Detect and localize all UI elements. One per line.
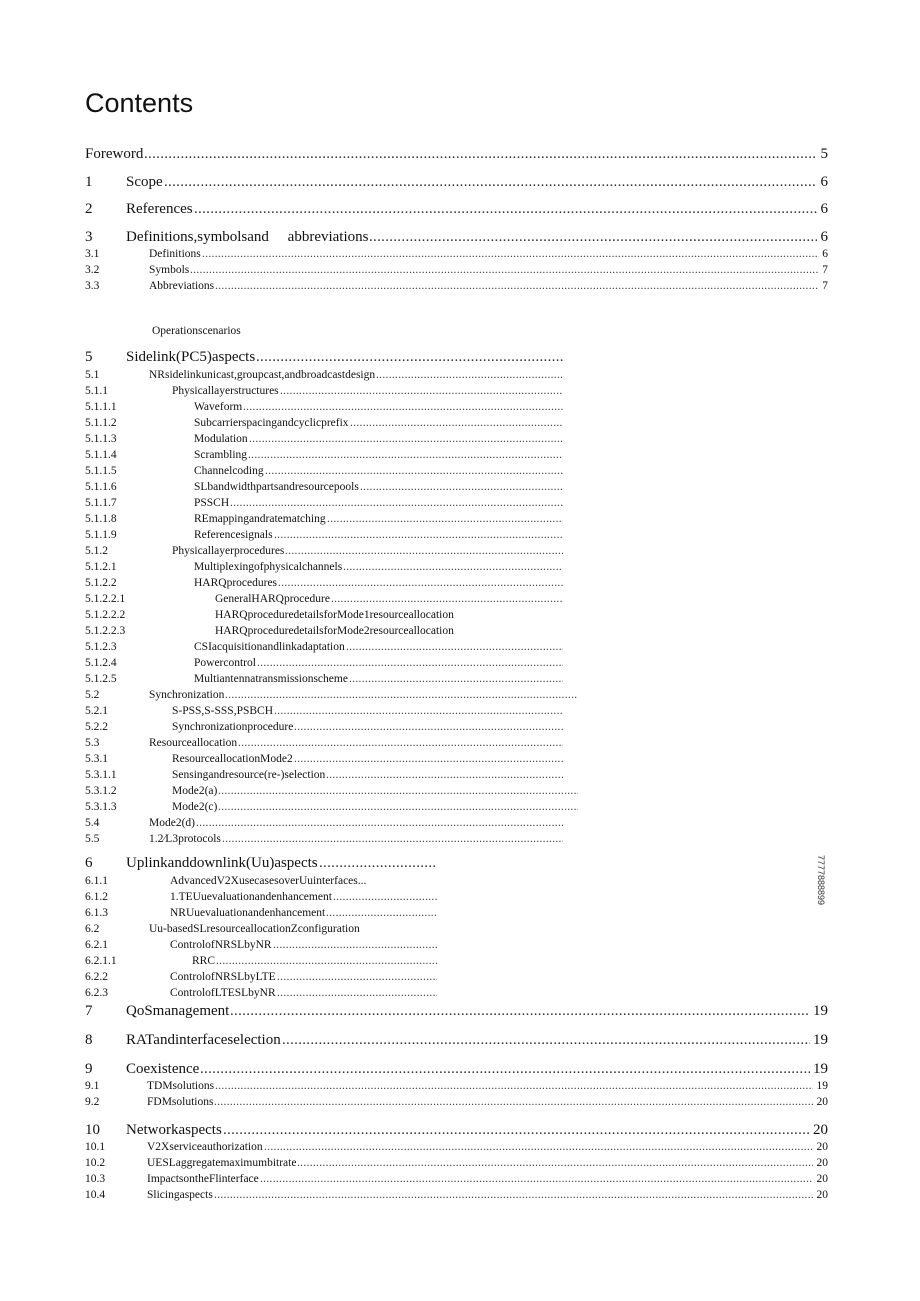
toc-entry-number: 5.1.2.1: [85, 561, 117, 573]
toc-entry-title[interactable]: Sidelink(PC5)aspects: [126, 349, 256, 365]
toc-entry-title[interactable]: ControlofNRSLbyLTE: [170, 971, 276, 983]
toc-entry-number: 5.3: [85, 737, 100, 749]
dot-leader: [294, 721, 563, 733]
toc-entry-title[interactable]: FDMsolutions: [147, 1096, 214, 1108]
toc-entry-number: 2: [85, 201, 93, 217]
toc-entry-title[interactable]: Powercontrol: [194, 657, 256, 669]
toc-entry-title[interactable]: Waveform: [194, 401, 243, 413]
dot-leader: [349, 673, 563, 685]
toc-entry-title[interactable]: Multiplexingofphysicalchannels: [194, 561, 343, 573]
toc-entry-number: 9.2: [85, 1096, 100, 1108]
toc-entry-title[interactable]: V2Xserviceauthorization: [147, 1141, 263, 1153]
dot-leader: [238, 737, 563, 749]
toc-entry[interactable]: [0, 657, 920, 673]
dot-leader: [277, 987, 437, 999]
dot-leader: [297, 1157, 813, 1169]
toc-entry[interactable]: [0, 1122, 920, 1142]
toc-entry[interactable]: [0, 1096, 920, 1112]
toc-entry-number: 6.1.2: [85, 891, 108, 903]
dot-leader: [280, 385, 563, 397]
toc-entry-number: 5: [85, 349, 93, 365]
toc-entry-number: 5.3.1.3: [85, 801, 117, 813]
toc-entry-title[interactable]: References: [126, 201, 193, 217]
toc-entry-title[interactable]: RATandinterfaceselection: [126, 1032, 281, 1048]
toc-entry-title[interactable]: REmappingandratematching: [194, 513, 326, 525]
toc-entry[interactable]: [0, 433, 920, 449]
toc-entry[interactable]: [0, 481, 920, 497]
dot-leader: [278, 577, 563, 589]
dot-leader: [369, 229, 817, 246]
dot-leader: [190, 264, 819, 276]
toc-entry-title[interactable]: Resourceallocation: [149, 737, 238, 749]
toc-entry-title[interactable]: Scope: [126, 174, 163, 190]
dot-leader: [248, 449, 563, 461]
dot-leader: [218, 801, 578, 813]
toc-entry-page: 20: [816, 1157, 828, 1169]
toc-entry-title[interactable]: Physicallayerprocedures: [172, 545, 285, 557]
dot-leader: [274, 529, 563, 541]
toc-entry-title[interactable]: TDMsolutions: [147, 1080, 215, 1092]
toc-entry-title[interactable]: Operationscenarios: [152, 325, 241, 337]
toc-entry-title[interactable]: Physicallayerstructures: [172, 385, 279, 397]
toc-entry[interactable]: [0, 987, 920, 1003]
toc-entry-number: 1: [85, 174, 93, 190]
dot-leader: [257, 657, 563, 669]
toc-entry[interactable]: [0, 955, 920, 971]
toc-entry-title[interactable]: Synchronizationprocedure: [172, 721, 294, 733]
toc-entry-title[interactable]: NRUuevaluationandenhancement: [170, 907, 326, 919]
toc-entry-number: 6.2.2: [85, 971, 108, 983]
dot-leader: [215, 280, 819, 292]
toc-entry[interactable]: [0, 349, 920, 369]
dot-leader: [264, 1141, 813, 1153]
toc-entry-number: 10.2: [85, 1157, 106, 1169]
dot-leader: [144, 146, 817, 163]
toc-entry-title[interactable]: PSSCH: [194, 497, 230, 509]
toc-entry[interactable]: [0, 907, 920, 923]
toc-entry-page: 20: [816, 1096, 828, 1108]
toc-entry-number: 7: [85, 1003, 93, 1019]
dot-leader: [256, 349, 563, 366]
toc-entry[interactable]: [0, 529, 920, 545]
toc-entry-page: 5: [820, 146, 828, 162]
toc-entry-title[interactable]: QoSmanagement: [126, 1003, 230, 1019]
toc-entry-title[interactable]: Symbols: [149, 264, 190, 276]
toc-entry-title[interactable]: Uplinkanddownlink(Uu)aspects: [126, 855, 318, 871]
dot-leader: [331, 593, 563, 605]
toc-entry[interactable]: [0, 891, 920, 907]
toc-entry-number: 5.1.1: [85, 385, 108, 397]
toc-entry-number: 5.1.1.8: [85, 513, 117, 525]
dot-leader: [326, 907, 437, 919]
toc-entry[interactable]: [0, 280, 920, 296]
toc-entry-page: 6: [820, 201, 828, 217]
toc-entry[interactable]: [0, 1157, 920, 1173]
toc-entry[interactable]: [0, 689, 920, 705]
toc-entry[interactable]: [0, 785, 920, 801]
toc-entry-page: 6: [820, 229, 828, 245]
toc-entry[interactable]: [0, 513, 920, 529]
toc-entry-number: 3.3: [85, 280, 100, 292]
toc-entry[interactable]: [0, 1189, 920, 1205]
toc-entry-title[interactable]: HARQproceduredetailsforMode1resourceallocation: [215, 609, 454, 621]
toc-entry-page: 19: [813, 1061, 828, 1077]
toc-entry-page: 20: [816, 1173, 828, 1185]
toc-entry-number: 5.1.2.2.1: [85, 593, 126, 605]
toc-entry-title[interactable]: NRsidelinkunicast,groupcast,andbroadcastdesign: [149, 369, 376, 381]
toc-entry-number: 5.1.1.9: [85, 529, 117, 541]
toc-entry-title[interactable]: Modulation: [194, 433, 248, 445]
dot-leader: [196, 817, 563, 829]
toc-entry[interactable]: [0, 971, 920, 987]
dot-leader: [222, 833, 563, 845]
toc-entry-number: 6.1.1: [85, 875, 108, 887]
toc-entry-number: 5.3.1.2: [85, 785, 117, 797]
toc-entry-number: 5.1.2.2.3: [85, 625, 126, 637]
toc-entry[interactable]: [0, 385, 920, 401]
toc-entry-title[interactable]: HARQproceduredetailsforMode2resourceallocation: [215, 625, 454, 637]
dot-leader: [249, 433, 563, 445]
toc-entry-number: 5.1.2.2.2: [85, 609, 126, 621]
toc-entry[interactable]: [0, 497, 920, 513]
toc-entry-number: 5.1.2.5: [85, 673, 117, 685]
toc-entry-title[interactable]: Scrambling: [194, 449, 248, 461]
toc-entry[interactable]: [0, 577, 920, 593]
dot-leader: [343, 561, 563, 573]
toc-entry-title[interactable]: RRC: [192, 955, 216, 967]
toc-entry[interactable]: [0, 609, 920, 625]
toc-entry-number: 10.3: [85, 1173, 106, 1185]
toc-entry[interactable]: [0, 174, 920, 194]
dot-leader: [214, 1096, 813, 1108]
dot-leader: [326, 769, 563, 781]
dot-leader: [282, 1032, 810, 1049]
toc-entry[interactable]: [0, 229, 920, 249]
dot-leader: [230, 1003, 810, 1020]
toc-entry[interactable]: [0, 593, 920, 609]
dot-leader: [194, 201, 817, 218]
toc-entry[interactable]: [0, 833, 920, 849]
toc-entry[interactable]: [0, 939, 920, 955]
dot-leader: [277, 971, 437, 983]
toc-entry[interactable]: [0, 1003, 920, 1023]
toc-entry-title[interactable]: Referencesignals: [194, 529, 273, 541]
toc-entry[interactable]: [0, 1061, 920, 1081]
toc-entry-number: 5.3.1.1: [85, 769, 117, 781]
toc-entry-number: 9: [85, 1061, 93, 1077]
toc-entry[interactable]: [0, 737, 920, 753]
toc-entry-title[interactable]: Mode2(d): [149, 817, 195, 829]
toc-entry[interactable]: [0, 721, 920, 737]
toc-entry-number: 5.1.2.3: [85, 641, 117, 653]
dot-leader: [376, 369, 563, 381]
toc-entry[interactable]: [0, 248, 920, 264]
toc-entry-number: 5.5: [85, 833, 100, 845]
toc-entry-number: 10: [85, 1122, 100, 1138]
toc-entry-title[interactable]: Uu-basedSLresourceallocationZconfiguration: [149, 923, 360, 935]
toc-entry-title[interactable]: Channelcoding: [194, 465, 264, 477]
toc-entry[interactable]: [0, 705, 920, 721]
toc-entry-number: 5.2.1: [85, 705, 108, 717]
toc-entry-page: 20: [816, 1141, 828, 1153]
dot-leader: [274, 705, 563, 717]
toc-entry-title[interactable]: SLbandwidthpartsandresourcepools: [194, 481, 359, 493]
toc-entry-number: 5.1.1.3: [85, 433, 117, 445]
toc-entry-page: 20: [813, 1122, 828, 1138]
toc-entry-number: 5.2.2: [85, 721, 108, 733]
toc-entry-title[interactable]: UESLaggregatemaximumbitrate: [147, 1157, 297, 1169]
dot-leader: [243, 401, 563, 413]
toc-entry-number: 5.3.1: [85, 753, 108, 765]
dot-leader: [225, 689, 578, 701]
dot-leader: [285, 545, 563, 557]
toc-entry[interactable]: [0, 875, 920, 891]
toc-entry-number: 3.2: [85, 264, 100, 276]
toc-entry[interactable]: [0, 1141, 920, 1157]
toc-entry-number: 6.2.3: [85, 987, 108, 999]
toc-entry-title[interactable]: Mode2(c): [172, 801, 218, 813]
toc-entry-number: 6.2.1.1: [85, 955, 117, 967]
toc-entry-number: 8: [85, 1032, 93, 1048]
toc-entry-page: 7: [822, 264, 828, 276]
dot-leader: [265, 465, 563, 477]
toc-entry[interactable]: [0, 545, 920, 561]
toc-entry-page: 19: [813, 1032, 828, 1048]
dot-leader: [346, 641, 563, 653]
toc-entry-title[interactable]: CSIacquisitionandlinkadaptation: [194, 641, 345, 653]
toc-entry-page: 19: [816, 1080, 828, 1092]
toc-entry[interactable]: [0, 264, 920, 280]
toc-entry-number: 5.1.1.7: [85, 497, 117, 509]
toc-entry-title[interactable]: ImpactsontheFlinterface: [147, 1173, 259, 1185]
toc-entry-title[interactable]: ResourceallocationMode2: [172, 753, 293, 765]
toc-entry-title[interactable]: Multiantennatransmissionscheme: [194, 673, 348, 685]
dot-leader: [216, 955, 437, 967]
dot-leader: [360, 481, 563, 493]
rotated-page-numbers: 7777888899: [816, 855, 826, 906]
toc-entry-title[interactable]: Sensingandresource(re-)selection: [172, 769, 326, 781]
toc-entry-title[interactable]: S-PSS,S-SSS,PSBCH: [172, 705, 274, 717]
toc-entry-page: 6: [820, 174, 828, 190]
dot-leader: [223, 1122, 810, 1139]
toc-entry[interactable]: [0, 449, 920, 465]
toc-entry-title[interactable]: Networkaspects: [126, 1122, 222, 1138]
toc-entry-number: 5.1.1.2: [85, 417, 117, 429]
dot-leader: [350, 417, 563, 429]
toc-entry[interactable]: [0, 465, 920, 481]
dot-leader: [230, 497, 563, 509]
toc-entry[interactable]: [0, 817, 920, 833]
dot-leader: [260, 1173, 813, 1185]
toc-entry-title[interactable]: Abbreviations: [149, 280, 215, 292]
toc-entry-number: 5.1.2.2: [85, 577, 117, 589]
toc-entry-number: 10.1: [85, 1141, 106, 1153]
toc-entry-number: 5.1.2: [85, 545, 108, 557]
dot-leader: [164, 174, 817, 191]
toc-entry-title[interactable]: GeneralHARQprocedure: [215, 593, 330, 605]
toc-entry-title[interactable]: Mode2(a): [172, 785, 218, 797]
toc-entry-title[interactable]: Coexistence: [126, 1061, 200, 1077]
toc-entry-number: 10.4: [85, 1189, 106, 1201]
toc-entry-title[interactable]: Subcarrierspacingandcyclicprefix: [194, 417, 349, 429]
toc-entry-title[interactable]: Definitions: [149, 248, 201, 260]
dot-leader: [273, 939, 437, 951]
toc-entry[interactable]: [0, 769, 920, 785]
page-title: Contents: [85, 88, 194, 118]
toc-entry-number: 5.1.1.6: [85, 481, 117, 493]
toc-entry-number: 5.2: [85, 689, 100, 701]
toc-entry[interactable]: [0, 1032, 920, 1052]
toc-entry-number: 5.1.1.1: [85, 401, 117, 413]
toc-entry-number: 9.1: [85, 1080, 100, 1092]
toc-entry-number: 3: [85, 229, 93, 245]
toc-entry-title[interactable]: Foreword: [85, 146, 144, 162]
dot-leader: [218, 785, 578, 797]
toc-entry-page: 6: [822, 248, 828, 260]
toc-entry-title[interactable]: Slicingaspects: [147, 1189, 213, 1201]
toc-entry-title[interactable]: HARQprocedures: [194, 577, 278, 589]
toc-entry-page: 20: [816, 1189, 828, 1201]
toc-entry-number: 6.2.1: [85, 939, 108, 951]
toc-entry[interactable]: [0, 325, 920, 341]
toc-entry-title[interactable]: AdvancedV2XusecasesoverUuinterfaces...: [170, 875, 367, 887]
toc-entry[interactable]: [0, 417, 920, 433]
toc-entry-number: 5.1.1.5: [85, 465, 117, 477]
toc-entry-number: 5.1: [85, 369, 100, 381]
toc-entry-title[interactable]: 1.2⁄L3protocols: [149, 833, 221, 845]
toc-entry[interactable]: [0, 401, 920, 417]
toc-entry[interactable]: [0, 641, 920, 657]
dot-leader: [294, 753, 563, 765]
dot-leader: [200, 1061, 810, 1078]
toc-entry-number: 5.1.1.4: [85, 449, 117, 461]
dot-leader: [202, 248, 819, 260]
dot-leader: [333, 891, 437, 903]
toc-entry[interactable]: [0, 673, 920, 689]
toc-entry-number: 5.1.2.4: [85, 657, 117, 669]
toc-entry[interactable]: [0, 1173, 920, 1189]
toc-entry[interactable]: [0, 923, 920, 939]
toc-entry[interactable]: [0, 1080, 920, 1096]
toc-entry-number: 6.2: [85, 923, 100, 935]
toc-entry[interactable]: [0, 201, 920, 221]
toc-entry-page: 19: [813, 1003, 828, 1019]
toc-entry[interactable]: [0, 561, 920, 577]
toc-entry-title[interactable]: 1.TEUuevaluationandenhancement: [170, 891, 332, 903]
toc-entry-number: 3.1: [85, 248, 100, 260]
dot-leader: [327, 513, 563, 525]
toc-entry[interactable]: [0, 753, 920, 769]
toc-entry-title[interactable]: Synchronization: [149, 689, 225, 701]
toc-entry[interactable]: [0, 369, 920, 385]
toc-entry-number: 6: [85, 855, 93, 871]
toc-entry[interactable]: [0, 625, 920, 641]
toc-entry-title[interactable]: ControlofLTESLbyNR: [170, 987, 276, 999]
dot-leader: [319, 855, 437, 872]
toc-entry-title[interactable]: Definitions,symbolsand abbreviations: [126, 229, 369, 245]
toc-entry-page: 7: [822, 280, 828, 292]
toc-entry-number: 5.4: [85, 817, 100, 829]
toc-entry[interactable]: [0, 855, 920, 875]
toc-entry-title[interactable]: ControlofNRSLbyNR: [170, 939, 272, 951]
dot-leader: [214, 1189, 813, 1201]
dot-leader: [215, 1080, 813, 1092]
toc-entry[interactable]: [0, 801, 920, 817]
toc-entry-number: 6.1.3: [85, 907, 108, 919]
toc-entry[interactable]: [0, 146, 920, 166]
